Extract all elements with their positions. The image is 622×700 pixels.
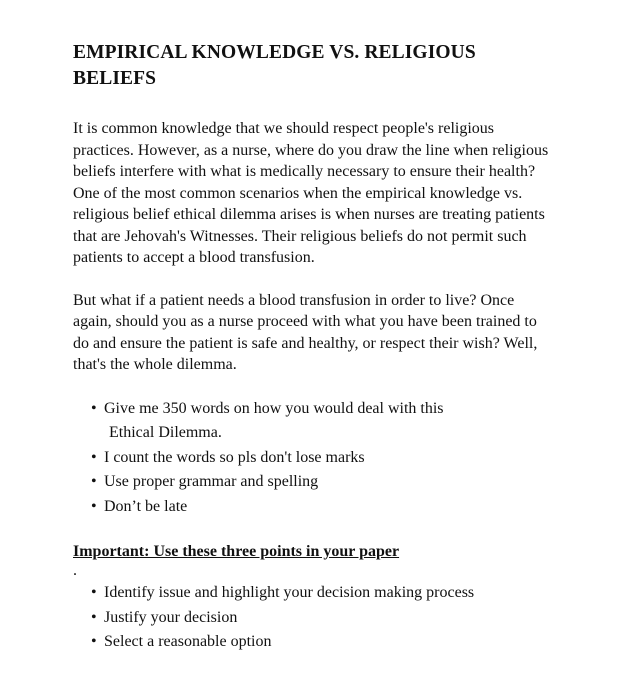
- stray-mark: .: [73, 562, 77, 579]
- list-item: [73, 495, 553, 520]
- paragraph-intro: It is common knowledge that we should respect people's religious practices. However, as a nurse, where do you draw the line when religious beliefs interfere with what is medically necessary to ensure their health? One of the most common scenarios when the empirical knowledge vs. religious belief ethical dilemma arises is when nurses are treating patients that are Jehovah's Witnesses. Their religious beliefs do not permit such patients to accept a blood transfusion.: [73, 120, 549, 266]
- points-list: [73, 581, 553, 655]
- list-item: [73, 630, 553, 655]
- list-item-text: I count the words so pls don't lose marks: [104, 448, 365, 466]
- bullet-icon: •: [91, 633, 97, 650]
- list-item: [73, 581, 553, 606]
- list-item: [73, 397, 553, 446]
- list-item: [73, 446, 553, 471]
- bullet-icon: •: [91, 399, 97, 417]
- bullet-icon: •: [91, 584, 97, 601]
- bullet-icon: •: [91, 448, 97, 466]
- list-item-text: Justify your decision: [104, 608, 238, 626]
- document-title: EMPIRICAL KNOWLEDGE VS. RELIGIOUS BELIEFS: [73, 42, 476, 89]
- list-item: [73, 470, 553, 495]
- list-item-text: Use proper grammar and spelling: [104, 473, 319, 490]
- bullet-icon: •: [91, 497, 97, 515]
- bullet-icon: •: [91, 473, 97, 490]
- list-item-continuation: Ethical Dilemma.: [109, 424, 222, 441]
- instructions-list: [73, 397, 553, 520]
- paragraph-dilemma: But what if a patient needs a blood transfusion in order to live? Once again, should you as a nurse proceed with what you have been trained to do and ensure the patient is safe and healthy, or respect their wish? Well, that's the whole dilemma.: [73, 291, 538, 373]
- list-item-text: Give me 350 words on how you would deal with this: [104, 399, 444, 417]
- list-item: [73, 606, 553, 631]
- list-item-text: Identify issue and highlight your decision making process: [104, 584, 475, 601]
- list-item-text: Select a reasonable option: [104, 633, 272, 650]
- important-heading: Important: Use these three points in your paper: [73, 543, 400, 560]
- bullet-icon: •: [91, 608, 97, 626]
- list-item-text: Don’t be late: [104, 497, 188, 515]
- document: [73, 40, 553, 655]
